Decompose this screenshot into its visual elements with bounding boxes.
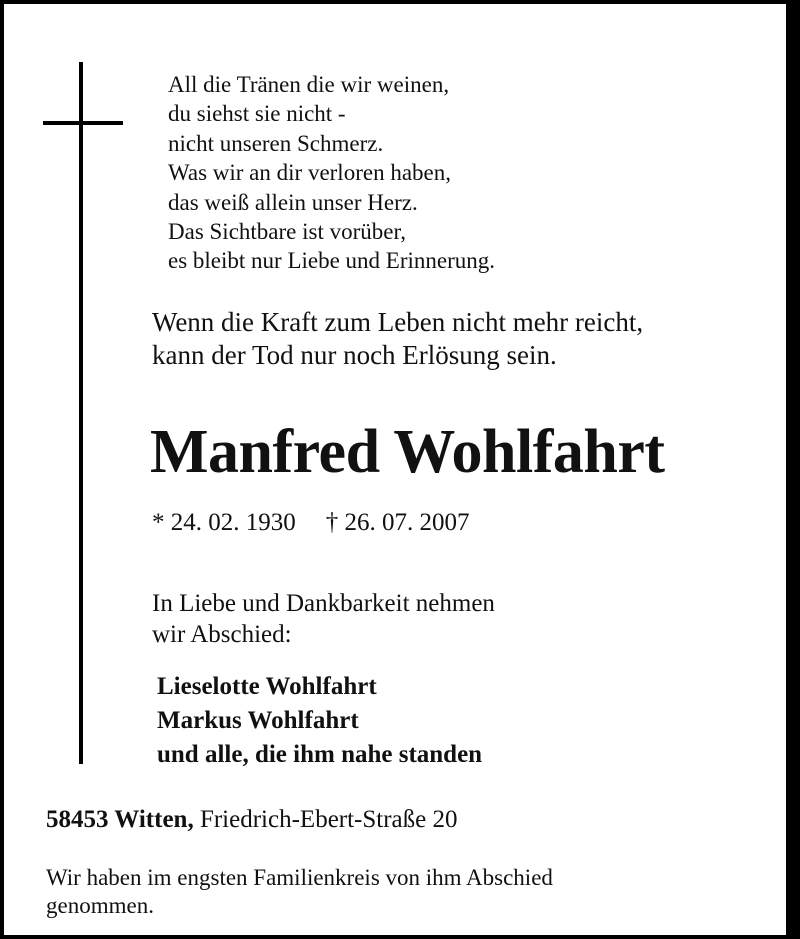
address-city: 58453 Witten,: [46, 806, 194, 833]
mourner-name: Markus Wohlfahrt: [157, 707, 359, 734]
memorial-quote: Wenn die Kraft zum Leben nicht mehr reicht, kann der Tod nur noch Erlösung sein.: [152, 307, 644, 370]
deceased-name: Manfred Wohlfahrt: [150, 418, 665, 486]
cross-vertical-bar: [79, 62, 83, 764]
address-line: [46, 804, 458, 836]
cross-horizontal-bar: [43, 121, 123, 125]
mourner-name: Lieselotte Wohlfahrt: [157, 673, 377, 700]
life-dates: [152, 507, 470, 539]
closing-note: Wir haben im engsten Familienkreis von ihm Abschied genommen.: [46, 865, 553, 918]
mourners-list: [157, 670, 482, 772]
farewell-text: In Liebe und Dankbarkeit nehmen wir Abschied:: [152, 590, 495, 648]
birth-date: * 24. 02. 1930: [152, 509, 296, 536]
address-street: Friedrich-Ebert-Straße 20: [199, 806, 458, 833]
poem-verse: All die Tränen die wir weinen, du siehst sie nicht - nicht unseren Schmerz. Was wir an dir verloren haben, das weiß allein unser Herz. Das Sichtbare ist vorüber, es bleibt nur Liebe und Erinnerung.: [168, 72, 496, 274]
mourner-name: und alle, die ihm nahe standen: [157, 741, 483, 768]
death-date: † 26. 07. 2007: [325, 509, 470, 536]
